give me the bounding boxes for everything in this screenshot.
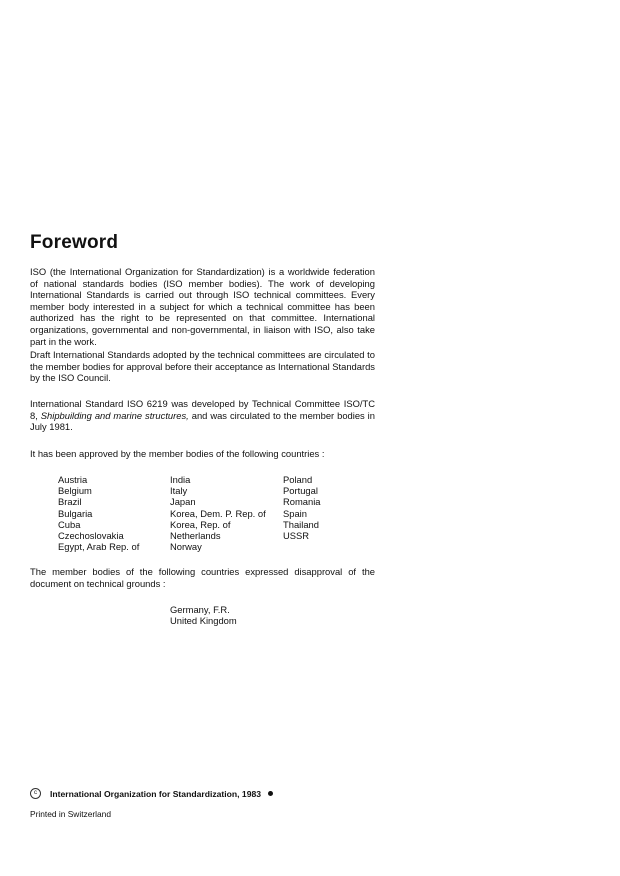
p3-text-end: and was circulated to the member bodies in July 1981. bbox=[30, 409, 375, 433]
approving-countries-col1 bbox=[58, 474, 139, 552]
copyright-line bbox=[30, 788, 273, 799]
country-item: Italy bbox=[170, 485, 188, 497]
paragraph-draft-standards: Draft International Standards adopted by the technical committees are circulated to the member bodies for approval before their acceptance as International Standards by the ISO Council. bbox=[30, 349, 375, 384]
country-item: Romania bbox=[283, 496, 321, 508]
country-item: Netherlands bbox=[170, 530, 221, 542]
country-item: Thailand bbox=[283, 518, 319, 530]
country-item: Norway bbox=[170, 541, 202, 553]
bullet-icon bbox=[268, 791, 273, 796]
country-item: United Kingdom bbox=[170, 615, 237, 627]
copyright-icon: c bbox=[30, 788, 41, 799]
country-item: India bbox=[170, 474, 191, 485]
country-item: Cuba bbox=[58, 518, 81, 530]
paragraph-iso-intro: ISO (the International Organization for Standardization) is a worldwide federation of national standards bodies (ISO member bodies). The work of developing International Standards is carried out through ISO technical committees. Every member body interested in a subject for which a technical committee has been authorized has the right to be represented on that committee. International organizations, governmental and non-governmental, in liaison with ISO, also take part in the work. bbox=[30, 266, 375, 347]
disapproving-countries bbox=[170, 604, 237, 626]
country-item: Spain bbox=[283, 507, 307, 519]
country-item: Czechoslovakia bbox=[58, 530, 124, 542]
country-item: USSR bbox=[283, 530, 310, 542]
approving-countries-col3 bbox=[283, 474, 321, 541]
country-item: Japan bbox=[170, 496, 196, 508]
country-item: Korea, Dem. P. Rep. of bbox=[170, 507, 266, 519]
paragraph-standard-development bbox=[30, 398, 375, 433]
copyright-text: International Organization for Standardization, 1983 bbox=[50, 788, 262, 799]
country-item: Austria bbox=[58, 474, 88, 485]
approving-countries-col2 bbox=[170, 474, 266, 552]
country-item: Bulgaria bbox=[58, 507, 93, 519]
country-item: Korea, Rep. of bbox=[170, 518, 231, 530]
printed-in: Printed in Switzerland bbox=[30, 809, 111, 819]
country-item: Belgium bbox=[58, 485, 92, 497]
country-item: Poland bbox=[283, 474, 313, 485]
committee-title: Shipbuilding and marine structures, bbox=[40, 409, 189, 421]
country-item: Brazil bbox=[58, 496, 82, 508]
country-item: Germany, F.R. bbox=[170, 604, 230, 615]
foreword-heading: Foreword bbox=[30, 232, 119, 253]
paragraph-disapproval: The member bodies of the following countries expressed disapproval of the document on technical grounds : bbox=[30, 566, 375, 589]
p3-text-start: International Standard ISO 6219 was developed by Technical Committee ISO/TC 8, bbox=[30, 398, 375, 421]
country-item: Egypt, Arab Rep. of bbox=[58, 541, 140, 553]
country-item: Portugal bbox=[283, 485, 318, 497]
paragraph-approval: It has been approved by the member bodies of the following countries : bbox=[30, 448, 325, 459]
